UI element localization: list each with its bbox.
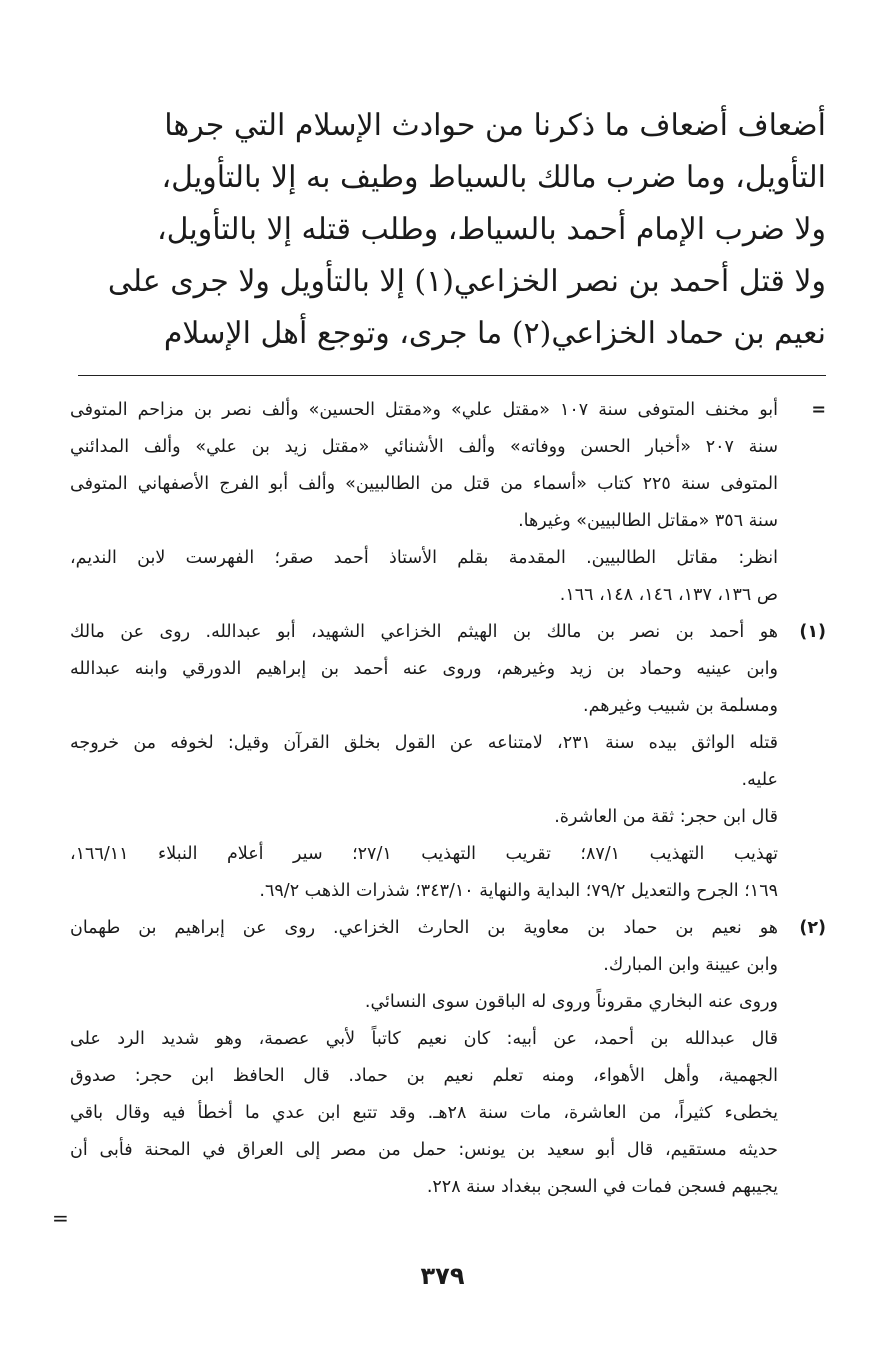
main-text-line: ولا قتل أحمد بن نصر الخزاعي(١) إلا بالتأويل ولا جرى على [107, 264, 826, 299]
footnote-paragraph [70, 984, 778, 1021]
footnote-line: ١٦٩؛ الجرح والتعديل ٧٩/٢؛ البداية والنهاية ٣٤٣/١٠؛ شذرات الذهب ٦٩/٢. [259, 881, 778, 901]
footnote-paragraph [70, 1021, 778, 1206]
main-text-line: التأويل، وما ضرب مالك بالسياط وطيف به إلا بالتأويل، [161, 160, 826, 195]
footnote-line: أبو مخنف المتوفى سنة ١٠٧ «مقتل علي» و«مقتل الحسين» وألف نصر بن مزاحم المتوفى [70, 400, 778, 420]
footnote-1 [70, 614, 826, 910]
footnote-line: سنة ٢٠٧ «أخبار الحسن ووفاته» وألف الأشنائي «مقتل زيد بن علي» وألف المدائني [70, 437, 778, 457]
footnote-line: عليه. [741, 770, 778, 790]
footnote-line: يجيبهم فسجن فمات في السجن ببغداد سنة ٢٢٨. [426, 1177, 778, 1197]
footnote-marker: (١) [799, 622, 826, 642]
footnote-paragraph [70, 799, 778, 836]
footnote-paragraph [70, 540, 778, 614]
continuation-mark: = [52, 1206, 69, 1230]
footnote-separator [78, 375, 826, 376]
main-text-line: ولا ضرب الإمام أحمد بالسياط، وطلب قتله إلا بالتأويل، [156, 212, 826, 247]
footnote-line: قال ابن حجر: ثقة من العاشرة. [554, 807, 778, 827]
footnote-paragraph [70, 725, 778, 799]
footnote-line: قال عبدالله بن أحمد، عن أبيه: كان نعيم كاتباً لأبي عصمة، وهو شديد الرد على [70, 1029, 778, 1049]
footnote-line: قتله الواثق بيده سنة ٢٣١، لامتناعه عن القول بخلق القرآن وقيل: لخوفه من خروجه [70, 733, 778, 753]
footnote-line: هو نعيم بن حماد بن معاوية بن الحارث الخزاعي. روى عن إبراهيم بن طهمان [70, 918, 778, 938]
footnote-line: الجهمية، وأهل الأهواء، ومنه تعلم نعيم بن حماد. قال الحافظ ابن حجر: صدوق [70, 1066, 778, 1086]
footnote-continued [70, 392, 826, 614]
footnote-line: ومسلمة بن شبيب وغيرهم. [583, 696, 778, 716]
footnote-line: ص ١٣٦، ١٣٧، ١٤٦، ١٤٨، ١٦٦. [559, 585, 778, 605]
footnote-marker: = [811, 400, 826, 420]
footnote-paragraph [70, 614, 778, 725]
main-text [107, 100, 826, 360]
footnote-paragraph [70, 392, 778, 540]
footnote-paragraph [70, 910, 778, 984]
footnotes [70, 392, 826, 1206]
footnote-line: حديثه مستقيم، قال أبو سعيد بن يونس: حمل من مصر إلى العراق في المحنة فأبى أن [70, 1140, 778, 1160]
footnote-2 [70, 910, 826, 1206]
footnote-line: المتوفى سنة ٢٢٥ كتاب «أسماء من قتل من الطالبيين» وألف أبو الفرج الأصفهاني المتوفى [70, 474, 778, 494]
footnote-line: وروى عنه البخاري مقروناً وروى له الباقون سوى النسائي. [364, 992, 778, 1012]
footnote-line: يخطىء كثيراً، من العاشرة، مات سنة ٢٨هـ. وقد تتبع ابن عدي ما أخطأ فيه وقال باقي [70, 1103, 778, 1123]
footnote-paragraph [70, 836, 778, 910]
main-text-line: نعيم بن حماد الخزاعي(٢) ما جرى، وتوجع أهل الإسلام [163, 316, 826, 351]
footnote-line: هو أحمد بن نصر بن مالك بن الهيثم الخزاعي الشهيد، أبو عبدالله. روى عن مالك [70, 622, 778, 642]
footnote-line: تهذيب التهذيب ٨٧/١؛ تقريب التهذيب ٢٧/١؛ سير أعلام النبلاء ١٦٦/١١، [70, 844, 778, 864]
footnote-line: انظر: مقاتل الطالبيين. المقدمة بقلم الأستاذ أحمد صقر؛ الفهرست لابن النديم، [70, 548, 778, 568]
footnote-line: وابن عينيه وحماد بن زيد وغيرهم، وروى عنه أحمد بن إبراهيم الدورقي وابنه عبدالله [70, 659, 778, 679]
page-number: ٣٧٩ [420, 1262, 465, 1290]
footnote-line: سنة ٣٥٦ «مقاتل الطالبيين» وغيرها. [518, 511, 778, 531]
footnote-line: وابن عيينة وابن المبارك. [603, 955, 778, 975]
footnote-marker: (٢) [799, 918, 826, 938]
main-text-line: أضعاف أضعاف ما ذكرنا من حوادث الإسلام التي جرها [164, 108, 826, 143]
